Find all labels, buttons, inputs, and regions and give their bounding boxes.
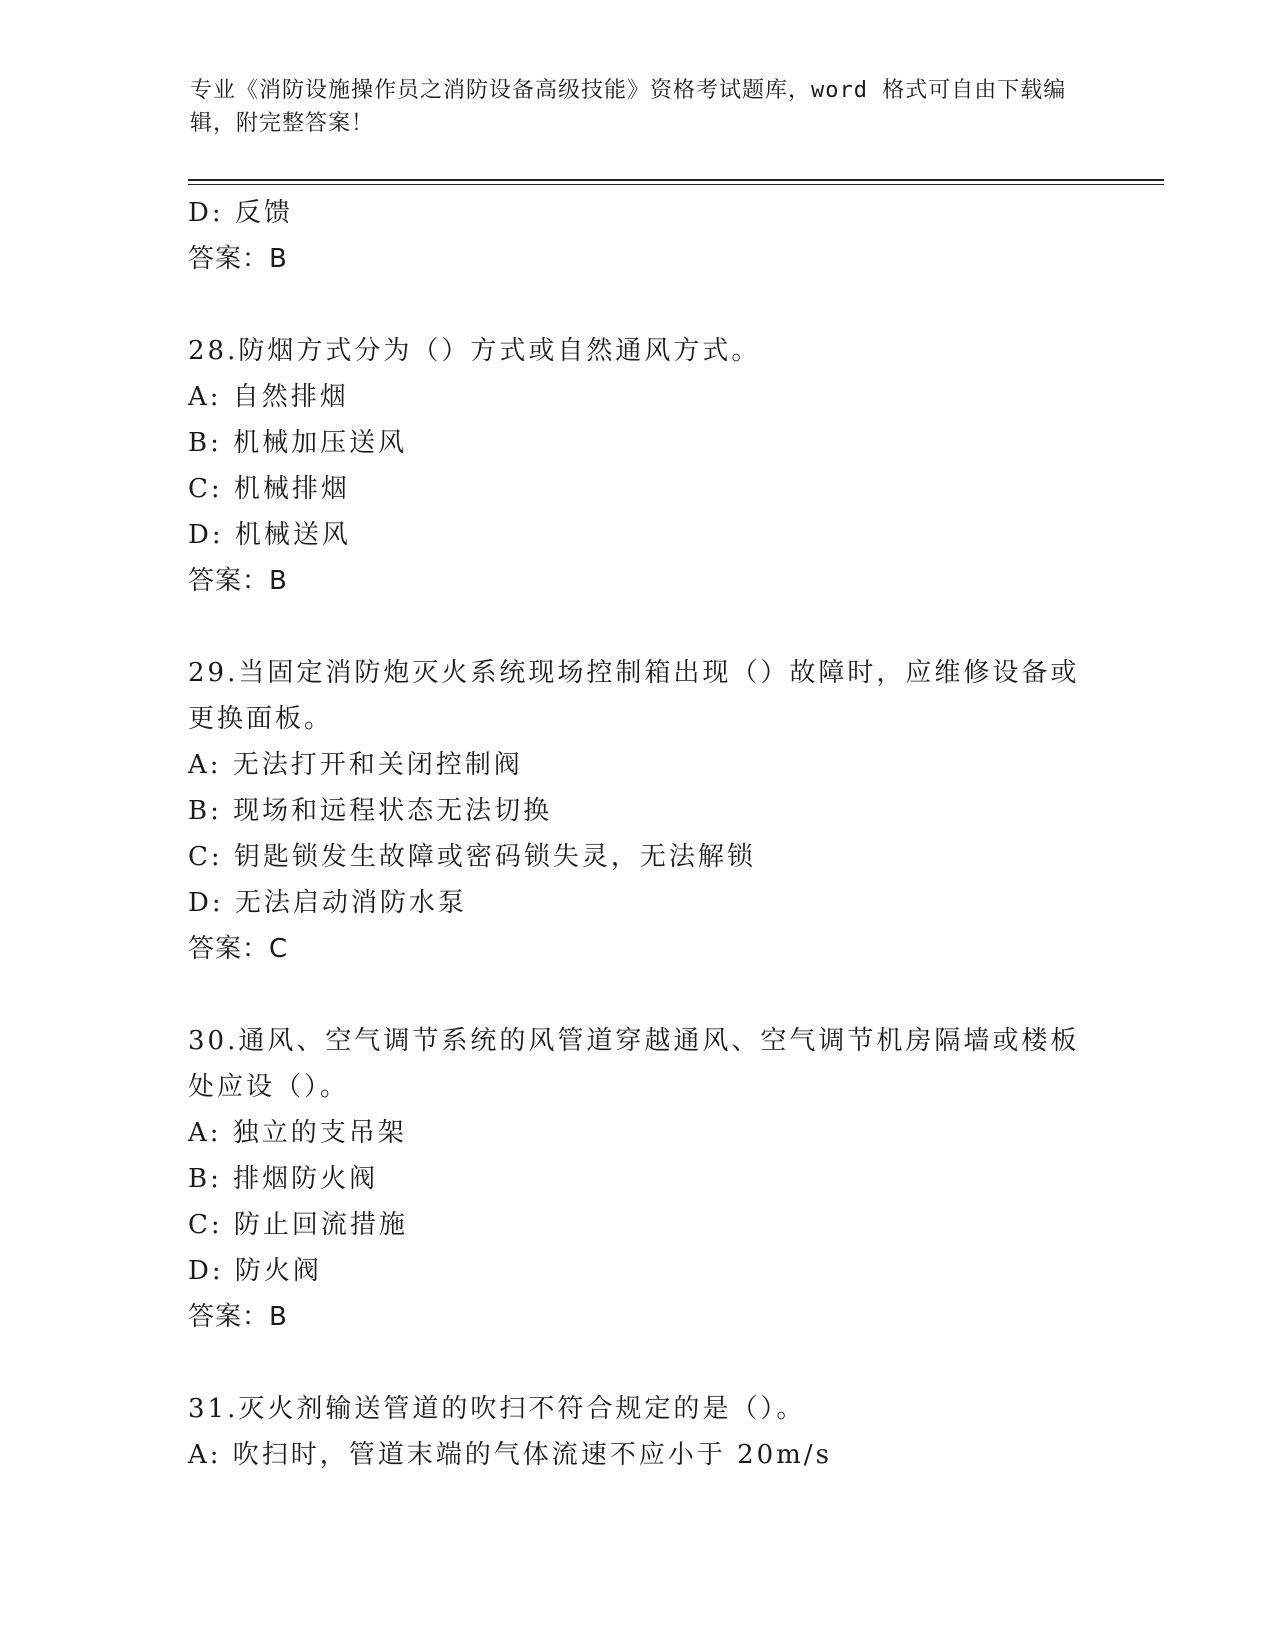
option-d: D: 无法启动消防水泵	[188, 888, 467, 918]
question-content	[188, 190, 1088, 1478]
option-c: C: 机械排烟	[188, 474, 350, 504]
option-a: A: 自然排烟	[188, 382, 349, 412]
prev-question-answer: 答案：B	[188, 244, 288, 274]
question-stem: 30.通风、空气调节系统的风管道穿越通风、空气调节机房隔墙或楼板处应设（）。	[188, 1026, 1080, 1102]
question-29	[188, 650, 1088, 972]
option-d: D: 机械送风	[188, 520, 351, 550]
option-c: C: 钥匙锁发生故障或密码锁失灵，无法解锁	[188, 842, 756, 872]
question-stem: 31.灭火剂输送管道的吹扫不符合规定的是（）。	[188, 1394, 806, 1424]
option-b: B: 排烟防火阀	[188, 1164, 379, 1194]
option-d: D: 防火阀	[188, 1256, 322, 1286]
option-b: B: 现场和远程状态无法切换	[188, 796, 553, 826]
prev-question-option-d: D: 反馈	[188, 198, 293, 228]
question-31	[188, 1386, 1088, 1478]
option-a: A: 无法打开和关闭控制阀	[188, 750, 523, 780]
question-30	[188, 1018, 1088, 1340]
question-28	[188, 328, 1088, 604]
header-divider-thin	[188, 184, 1164, 185]
option-a: A: 独立的支吊架	[188, 1118, 407, 1148]
question-stem: 29.当固定消防炮灭火系统现场控制箱出现（）故障时，应维修设备或更换面板。	[188, 658, 1080, 734]
document-header: 专业《消防设施操作员之消防设备高级技能》资格考试题库，word 格式可自由下载编辑，附完整答案！	[190, 78, 1067, 136]
question-answer: 答案：C	[188, 934, 289, 964]
option-a: A: 吹扫时，管道末端的气体流速不应小于 20m/s	[188, 1440, 832, 1470]
option-c: C: 防止回流措施	[188, 1210, 408, 1240]
header-divider-thick	[188, 179, 1164, 181]
question-stem: 28.防烟方式分为（）方式或自然通风方式。	[188, 336, 761, 366]
question-answer: 答案：B	[188, 1302, 288, 1332]
option-b: B: 机械加压送风	[188, 428, 408, 458]
question-answer: 答案：B	[188, 566, 288, 596]
